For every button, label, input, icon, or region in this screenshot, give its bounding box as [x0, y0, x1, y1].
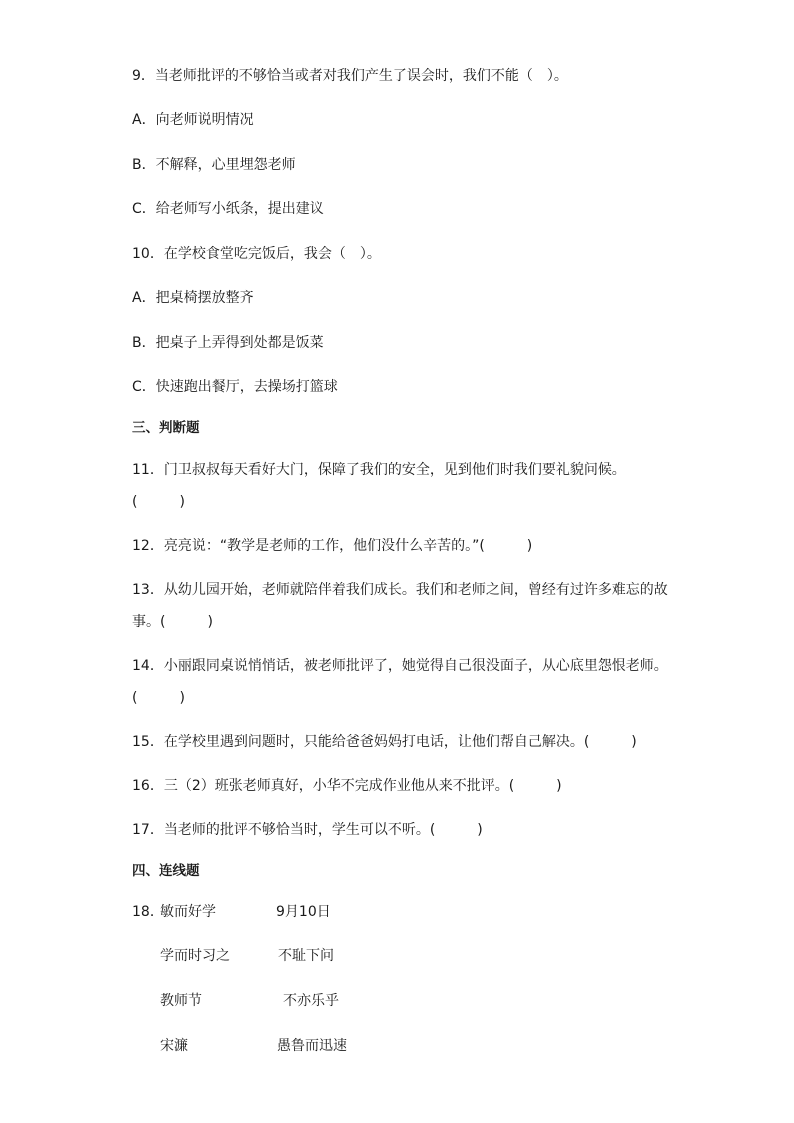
question-12-line1: 12．亮亮说：“教学是老师的工作，他们没什么辛苦的。”( ) — [132, 538, 533, 554]
question-10-option-c: C．快速跑出餐厅，去操场打篮球 — [132, 379, 338, 395]
question-10-option-b: B．把桌子上弄得到处都是饭菜 — [132, 335, 324, 351]
question-13-line1: 13．从幼儿园开始，老师就陪伴着我们成长。我们和老师之间，曾经有过许多难忘的故 — [132, 582, 668, 598]
matching-right-item-2: 不耻下问 — [278, 948, 334, 964]
question-17-line1: 17．当老师的批评不够恰当时，学生可以不听。( ) — [132, 822, 483, 838]
matching-right-item-4: 愚鲁而迅速 — [277, 1038, 347, 1054]
question-9-option-c: C．给老师写小纸条，提出建议 — [132, 201, 324, 217]
section-heading-matching: 四、连线题 — [132, 863, 200, 879]
matching-right-item-1: 9月10日 — [276, 904, 331, 920]
matching-left-item-1: 敏而好学 — [160, 904, 216, 920]
question-9-option-a: A．向老师说明情况 — [132, 112, 254, 128]
question-13-line2: 事。( ) — [132, 614, 213, 630]
question-11-line2: ( ) — [132, 494, 185, 510]
question-10-option-a: A．把桌椅摆放整齐 — [132, 290, 254, 306]
question-9-stem: 9．当老师批评的不够恰当或者对我们产生了误会时，我们不能（ ）。 — [132, 68, 568, 84]
matching-left-item-3: 教师节 — [160, 993, 202, 1009]
section-heading-judgment: 三、判断题 — [132, 420, 200, 436]
question-16-line1: 16．三（2）班张老师真好，小华不完成作业他从来不批评。( ) — [132, 778, 562, 794]
question-9-option-b: B．不解释，心里埋怨老师 — [132, 157, 296, 173]
question-14-line2: ( ) — [132, 690, 185, 706]
matching-right-item-3: 不亦乐乎 — [283, 993, 339, 1009]
question-18-number: 18． — [132, 904, 164, 920]
question-10-stem: 10．在学校食堂吃完饭后，我会（ ）。 — [132, 246, 381, 262]
question-15-line1: 15．在学校里遇到问题时，只能给爸爸妈妈打电话，让他们帮自己解决。( ) — [132, 734, 637, 750]
question-14-line1: 14．小丽跟同桌说悄悄话，被老师批评了，她觉得自己很没面子，从心底里怨恨老师。 — [132, 658, 668, 674]
question-11-line1: 11．门卫叔叔每天看好大门，保障了我们的安全，见到他们时我们要礼貌问候。 — [132, 462, 626, 478]
matching-left-item-4: 宋濂 — [160, 1038, 188, 1054]
matching-left-item-2: 学而时习之 — [160, 948, 230, 964]
